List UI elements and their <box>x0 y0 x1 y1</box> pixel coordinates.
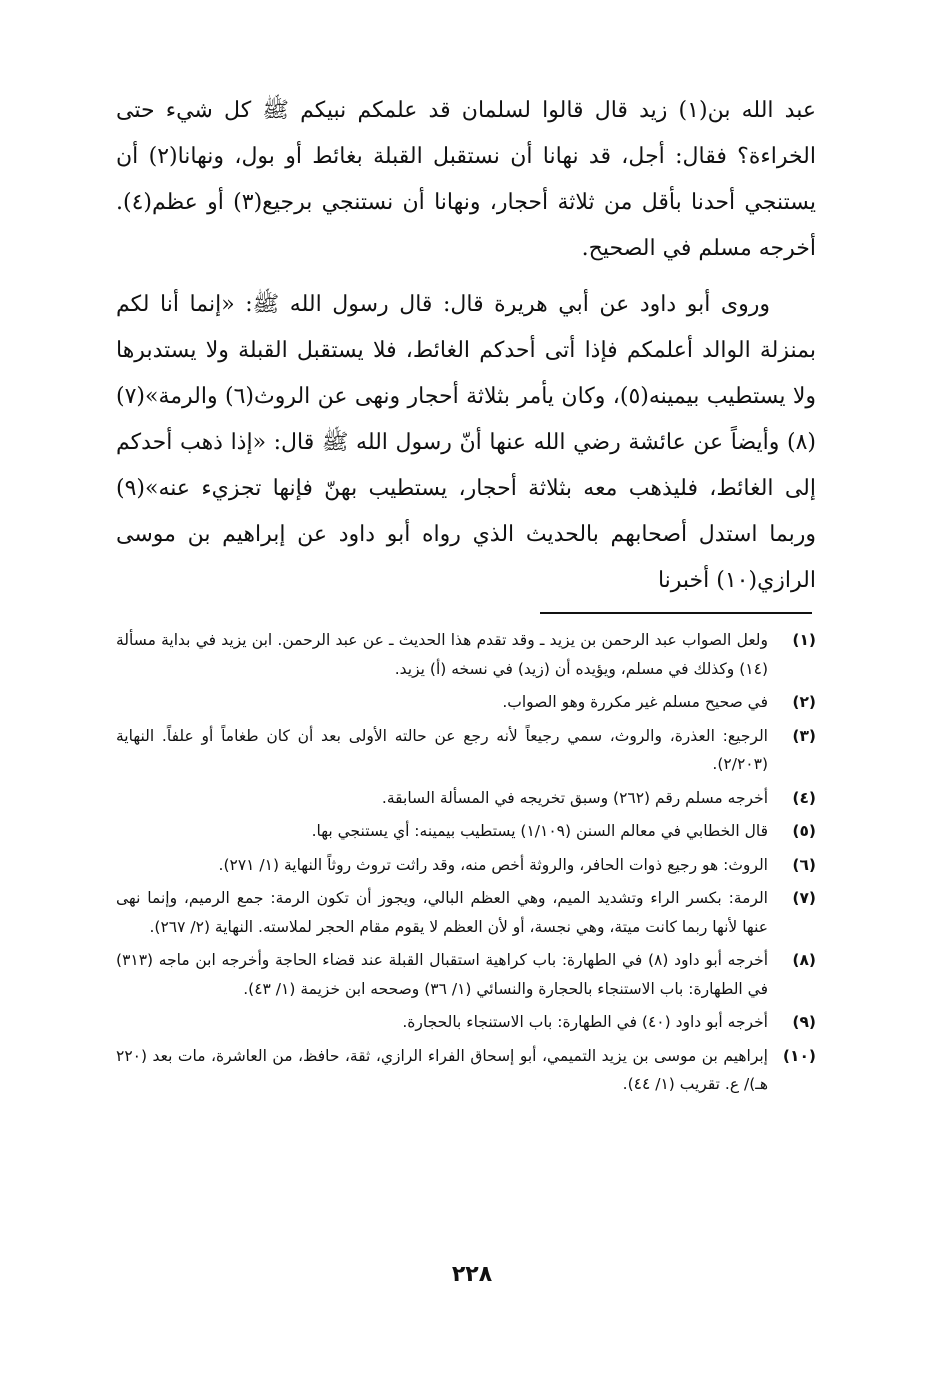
footnote-text: الرجيع: العذرة، والروث، سمي رجيعاً لأنه رجع عن حالته الأولى بعد أن كان طغاماً أو علفاً. النهاية (٢/٢٠٣). <box>116 726 768 773</box>
footnote-text: أخرجه مسلم رقم (٢٦٢) وسبق تخريجه في المسألة السابقة. <box>381 788 768 807</box>
footnote-number: (٨) <box>792 951 816 969</box>
footnote-text: في صحيح مسلم غير مكررة وهو الصواب. <box>502 693 768 711</box>
footnote-text: قال الخطابي في معالم السنن (١/١٠٩) يستطيب بيمينه: أي يستنجي بها. <box>311 822 768 840</box>
footnote-number: (٦) <box>792 855 816 874</box>
footnote-item <box>116 851 816 880</box>
footnote-text: أخرجه أبو داود (٨) في الطهارة: باب كراهية استقبال القبلة عند قضاء الحاجة وأخرجه ابن ماجه (٣١٣) في الطهارة: باب الاستنجاء بالحجارة والنسائي (١/ ٣٦) وصححه ابن خزيمة (١/ ٤٣). <box>116 951 768 998</box>
footnote-text: الروث: هو رجيع ذوات الحافر، والروثة أخص منه، وقد راثت تروث روثاً النهاية (١/ ٢٧١). <box>218 855 768 874</box>
footnote-item <box>116 784 816 813</box>
footnote-number: (٤) <box>792 788 816 807</box>
footnote-item <box>116 722 816 779</box>
main-paragraph-2: وروى أبو داود عن أبي هريرة قال: قال رسول الله ﷺ: «إنما أنا لكم بمنزلة الوالد أعلمكم فإذا أتى أحدكم الغائط، فلا يستقبل القبلة ولا يستدبرها ولا يستطيب بيمينه(٥)، وكان يأمر بثلاثة أحجار ونهى عن الروث(٦) والرمة»(٧)(٨) وأيضاً عن عائشة رضي الله عنها أنّ رسول الله ﷺ قال: «إذا ذهب أحدكم إلى الغائط، فليذهب معه بثلاثة أحجار، يستطيب بهنّ فإنها تجزيء عنه»(٩) وربما استدل أصحابهم بالحديث الذي رواه أبو داود عن إبراهيم بن موسى الرازي(١٠) أخبرنا <box>116 292 817 593</box>
footnote-item <box>116 688 816 717</box>
footnote-separator <box>540 612 812 614</box>
footnote-item <box>116 626 816 683</box>
footnote-number: (١) <box>792 631 816 649</box>
footnote-item <box>116 946 816 1003</box>
footnote-number: (٥) <box>792 822 816 840</box>
footnote-item <box>116 884 816 941</box>
footnote-number: (٧) <box>792 889 816 907</box>
footnote-text: الرمة: بكسر الراء وتشديد الميم، وهي العظم البالي، ويجوز أن تكون الرمة: جمع الرميم، وإنما نهى عنها لأنها ربما كانت ميتة، وهي نجسة، أو لأن العظم لا يقوم مقام الحجر لملاسته. النهاية (٢/ ٢٦٧). <box>116 889 768 936</box>
footnote-number: (٣) <box>792 726 816 745</box>
footnote-number: (١٠) <box>782 1046 816 1065</box>
footnote-text: أخرجه أبو داود (٤٠) في الطهارة: باب الاستنجاء بالحجارة. <box>402 1013 768 1031</box>
footnotes-list <box>116 626 816 1104</box>
footnote-item <box>116 1042 816 1099</box>
footnote-number: (٢) <box>792 693 816 711</box>
page-number: ٢٢٨ <box>451 1262 493 1287</box>
footnote-text: إبراهيم بن موسى بن يزيد التميمي، أبو إسحاق الفراء الرازي، ثقة، حافظ، من العاشرة، مات بعد (٢٢٠ هـ)/ ع. تقريب (١/ ٤٤). <box>116 1046 768 1093</box>
footnote-item <box>116 1008 816 1037</box>
main-paragraph-1: عبد الله بن(١) زيد قال قالوا لسلمان قد علمكم نبيكم ﷺ كل شيء حتى الخراءة؟ فقال: أجل، قد نهانا أن نستقبل القبلة بغائط أو بول، ونهانا(٢) أن يستنجي أحدنا بأقل من ثلاثة أحجار، ونهانا أن نستنجي برجيع(٣) أو عظم(٤). أخرجه مسلم في الصحيح. <box>116 98 816 261</box>
footnote-item <box>116 817 816 846</box>
footnote-number: (٩) <box>792 1013 816 1031</box>
main-text <box>116 88 816 604</box>
footnote-text: ولعل الصواب عبد الرحمن بن يزيد ـ وقد تقدم هذا الحديث ـ عن عبد الرحمن. ابن يزيد في بداية مسألة (١٤) وكذلك في مسلم، ويؤيده أن (زيد) في نسخه (أ) يزيد. <box>116 631 768 678</box>
